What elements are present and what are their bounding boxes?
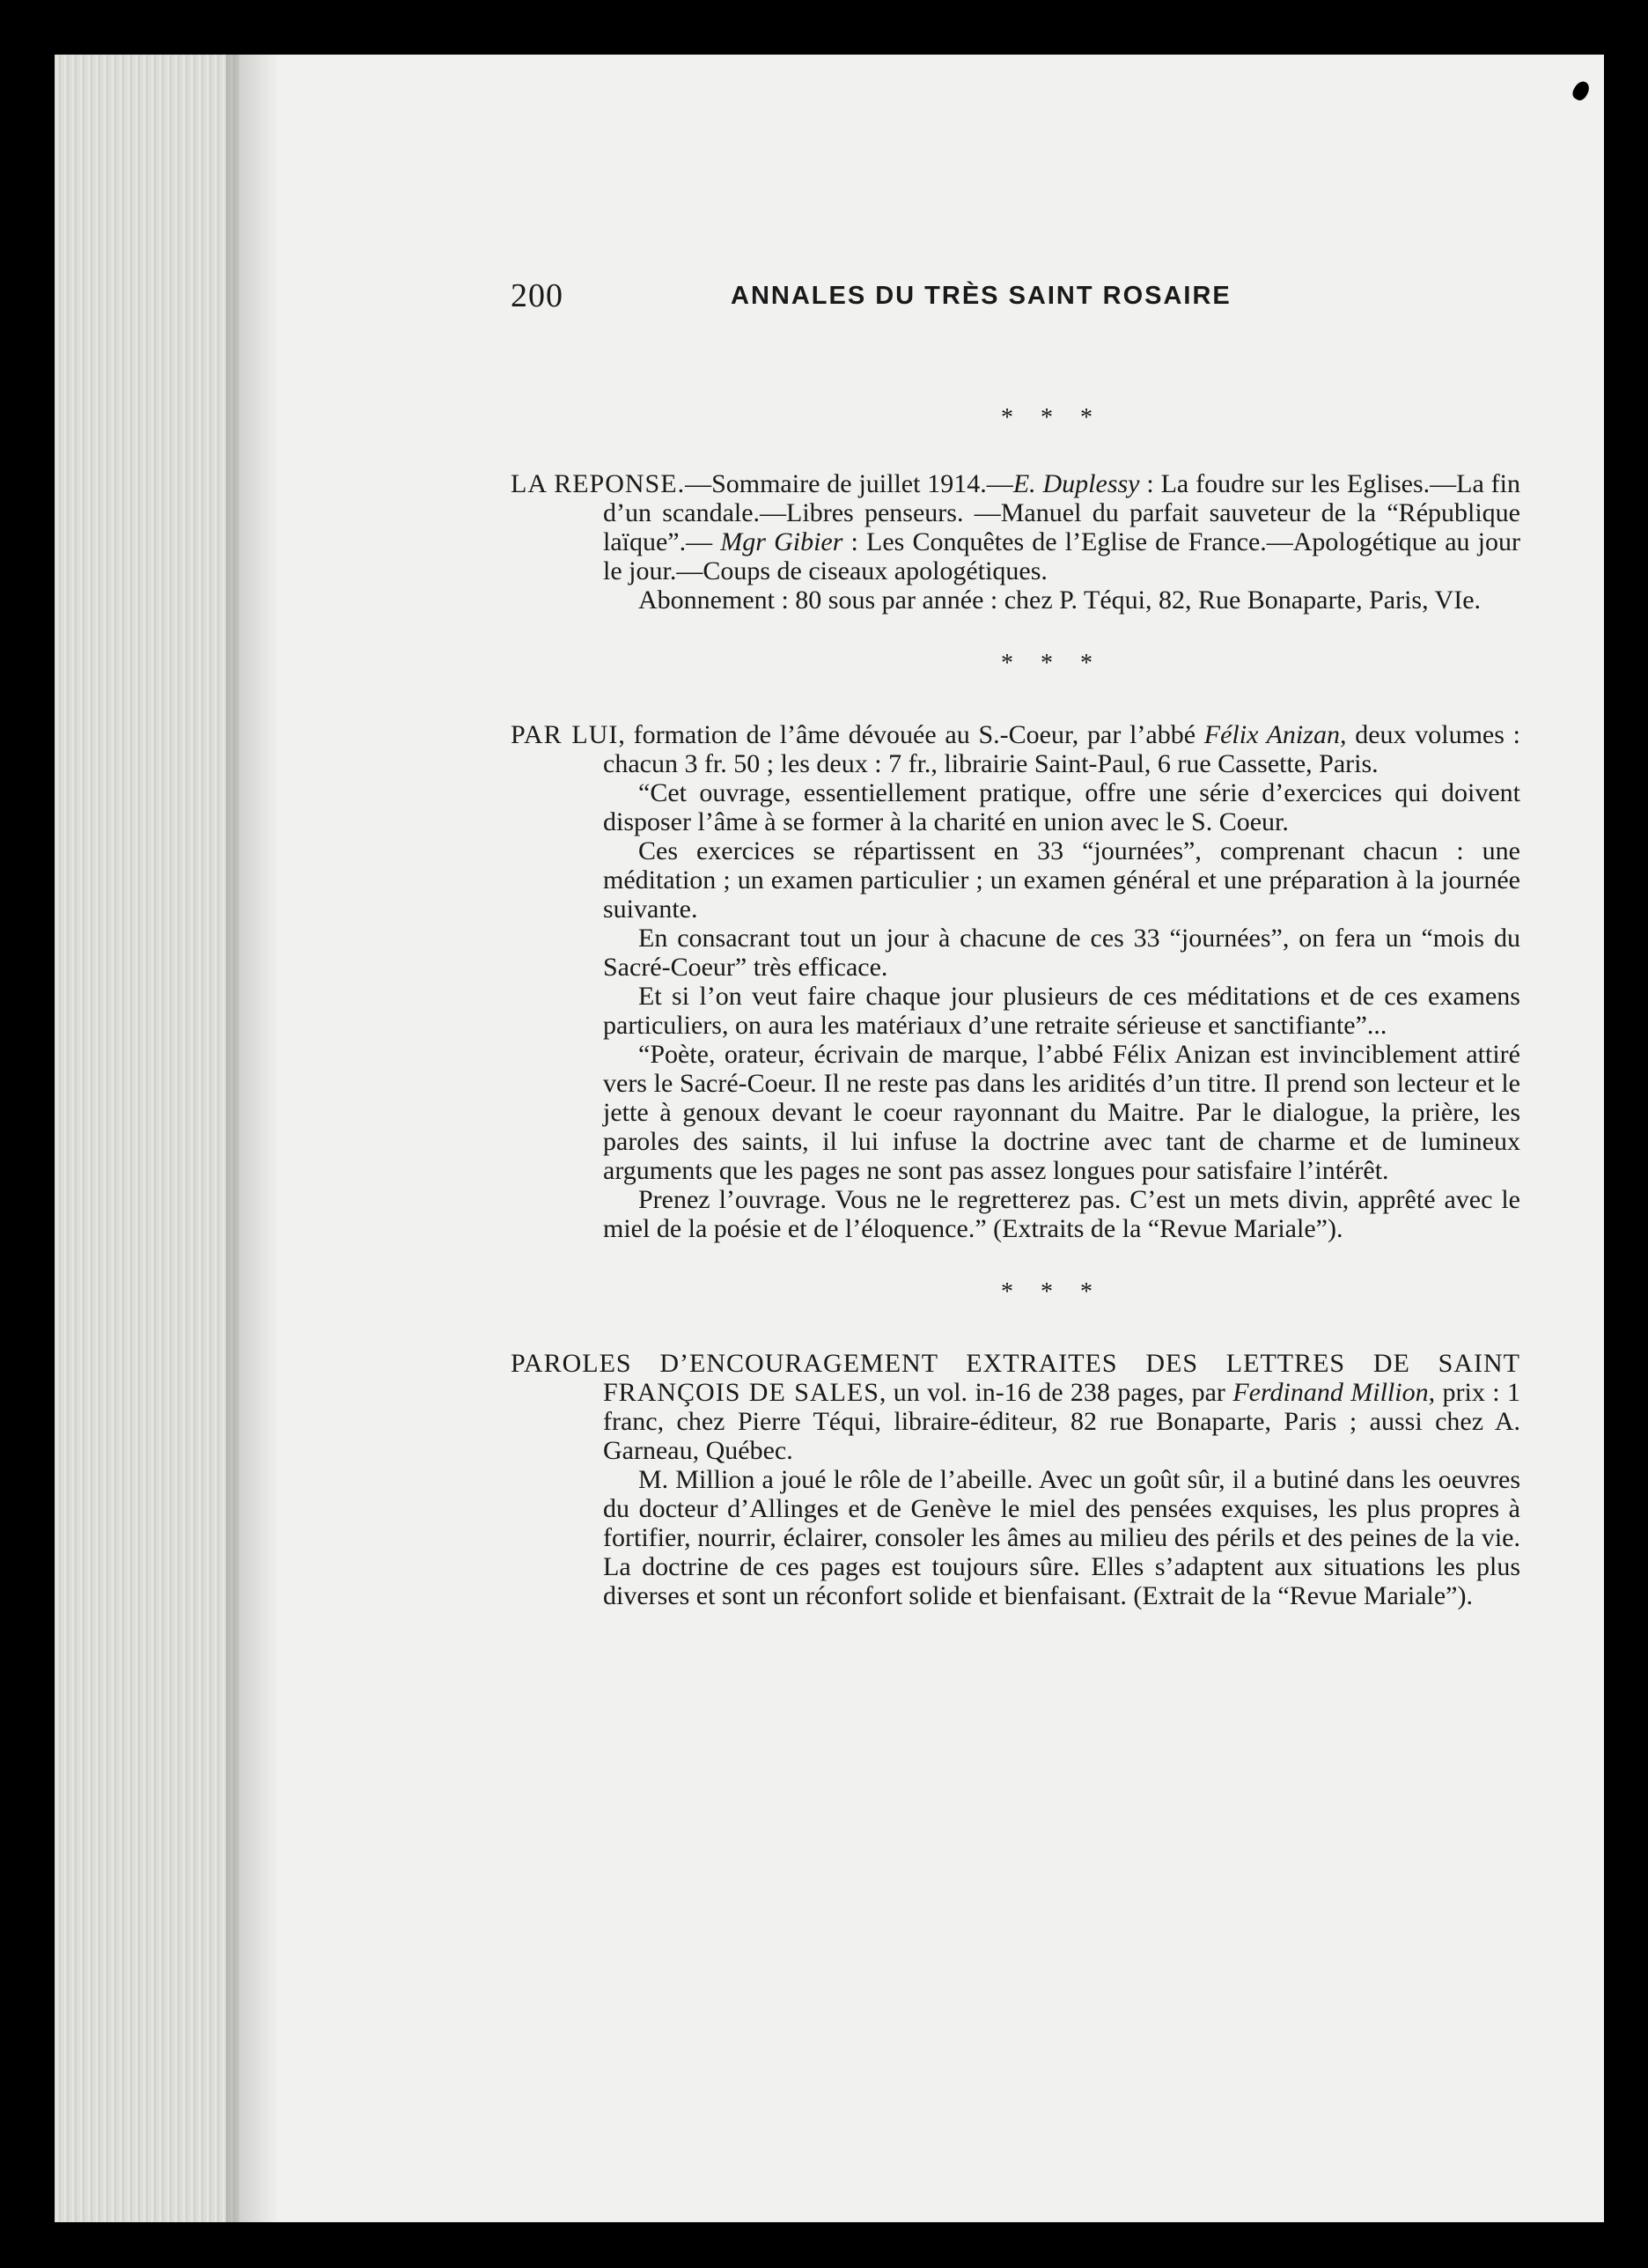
- running-head: [455, 276, 1520, 329]
- entry-par-lui: [455, 720, 1520, 1243]
- italic-text: Ferdinand Million,: [1232, 1378, 1436, 1407]
- text-run: prix : 1 franc, chez Pierre Téqui, libraire-éditeur, 82 rue Bonaparte, Paris ; aussi chez A. Garneau, Québec.: [603, 1378, 1520, 1465]
- text-run: Et si l’on veut faire chaque jour plusieurs de ces méditations et de ces examens particuliers, on aura les matériaux d’une retraite sérieuse et sanctifiante”...: [603, 982, 1520, 1040]
- entry-paroles: [455, 1349, 1520, 1610]
- entry-title: PAR LUI: [511, 720, 619, 749]
- running-title: ANNALES DU TRÈS SAINT ROSAIRE: [731, 282, 1232, 310]
- entry-paragraph: [511, 924, 1520, 982]
- binding-shadow: [226, 55, 279, 2222]
- text-run: deux volumes : chacun 3 fr. 50 ; les deux : 7 fr., librairie Saint-Paul, 6 rue Cassette, Paris.: [603, 720, 1521, 778]
- entry-title: PAROLES D’ENCOURAGEMENT EXTRAITES DES LETTRES DE SAINT FRANÇOIS DE SALES: [511, 1349, 1520, 1407]
- scanned-page: [55, 55, 1604, 2222]
- entry-paragraph: [511, 1040, 1520, 1185]
- entry-heading-paragraph: [511, 1349, 1520, 1465]
- entry-paragraph: [511, 836, 1520, 924]
- section-separator: * * *: [1001, 404, 1103, 431]
- text-run: “Poète, orateur, écrivain de marque, l’abbé Félix Anizan est invinciblement attiré vers le Sacré-Coeur. Il ne reste pas dans les aridités d’un titre. Il prend son lecteur et le jette à genoux devant le coeur rayonnant du Maitre. Par le dialogue, la prière, les paroles des saints, il lui infuse la doctrine avec tant de charme et de lumineux arguments que les pages ne sont pas assez longues pour satisfaire l’intérêt.: [603, 1040, 1520, 1185]
- text-run: Ces exercices se répartissent en 33 “journées”, comprenant chacun : une méditation ; un examen particulier ; un examen général et une préparation à la journée suivante.: [603, 836, 1520, 924]
- text-run: Prenez l’ouvrage. Vous ne le regretterez pas. C’est un mets divin, apprêté avec le miel de la poésie et de l’éloquence.” (Extraits de la “Revue Mariale”).: [603, 1185, 1520, 1243]
- entry-paragraph: [511, 1465, 1520, 1610]
- text-run: , un vol. in-16 de 238 pages, par: [879, 1378, 1233, 1407]
- article-body: [455, 404, 1520, 1610]
- entry-paragraph: [511, 1185, 1520, 1243]
- entry-paragraph: [511, 585, 1520, 615]
- text-run: En consacrant tout un jour à chacune de ces 33 “journées”, on fera un “mois du Sacré-Coeur” très efficace.: [603, 924, 1520, 982]
- text-run: , formation de l’âme dévouée au S.-Coeur, par l’abbé: [618, 720, 1204, 749]
- entry-paragraph: [511, 982, 1520, 1040]
- page-number: 200: [511, 277, 563, 314]
- text-run: Abonnement : 80 sous par année : chez P. Téqui, 82, Rue Bonaparte, Paris, VIe.: [638, 585, 1482, 615]
- text-run: : La foudre sur les Eglises.—La fin d’un scandale.—Libres penseurs. —Manuel du parfait sauveteur de la “République laïque”.—: [603, 469, 1520, 556]
- entry-heading-paragraph: [511, 469, 1520, 585]
- page-edge-gutter: [55, 55, 239, 2222]
- text-run: “Cet ouvrage, essentiellement pratique, offre une série d’exercices qui doivent disposer l’âme à se former à la charité en union avec le S. Coeur.: [603, 778, 1520, 836]
- text-run: M. Million a joué le rôle de l’abeille. Avec un goût sûr, il a butiné dans les oeuvres du docteur d’Allinges et de Genève le miel des pensées exquises, les plus propres à fortifier, nourrir, éclairer, consoler les âmes au milieu des périls et des peines de la vie. La doctrine de ces pages est toujours sûre. Elles s’adaptent aux situations les plus diverses et sont un réconfort solide et bienfaisant. (Extrait de la “Revue Mariale”).: [603, 1465, 1520, 1610]
- text-run: : Les Conquêtes de l’Eglise de France.—Apologétique au jour le jour.—Coups de ciseaux apologétiques.: [603, 527, 1520, 585]
- italic-text: Mgr Gibier: [720, 527, 843, 556]
- entry-paragraph: [511, 778, 1520, 836]
- italic-text: E. Duplessy: [1012, 469, 1140, 498]
- entry-heading-paragraph: [511, 720, 1520, 778]
- corner-mark: [1571, 78, 1593, 102]
- text-run: —Sommaire de juillet 1914.—: [685, 469, 1013, 498]
- section-separator: * * *: [1001, 650, 1103, 677]
- section-separator: * * *: [1001, 1278, 1103, 1306]
- entry-la-reponse: [455, 469, 1520, 615]
- italic-text: Félix Anizan,: [1203, 720, 1347, 749]
- entry-title: LA REPONSE.: [511, 469, 686, 498]
